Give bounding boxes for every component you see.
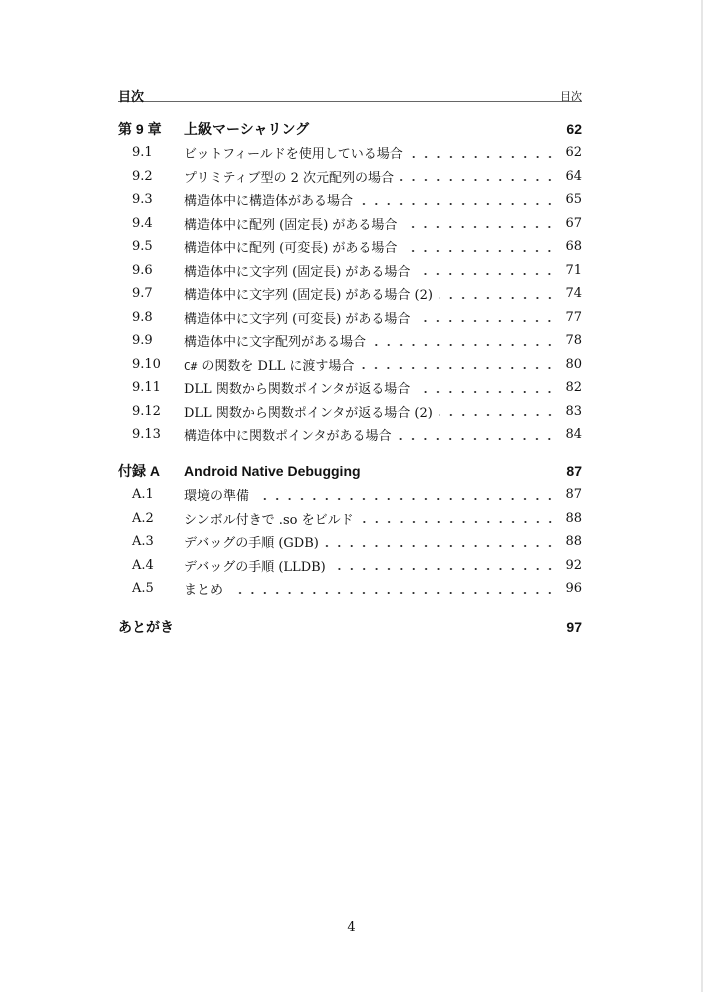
- section-page: 87: [565, 487, 582, 502]
- section-title: [184, 402, 439, 421]
- toc-entry[interactable]: [118, 555, 582, 575]
- section-number: A.4: [132, 557, 154, 573]
- toc-entry[interactable]: [118, 401, 582, 421]
- dot-leader: [403, 249, 556, 253]
- toc-entry[interactable]: [118, 166, 582, 186]
- section-title: [184, 532, 325, 551]
- section-title-text: 構造体中に構造体がある場合: [184, 194, 354, 209]
- section-page: 88: [565, 510, 582, 526]
- section-number: 9.1: [132, 145, 153, 160]
- dot-leader: [439, 413, 556, 417]
- section-page: 78: [565, 333, 582, 348]
- section-number: A.2: [132, 510, 154, 526]
- section-title-text: デバッグの手順 (GDB): [184, 536, 319, 551]
- code-text: C#: [184, 359, 198, 373]
- section-title-text: シンボル付きで .so をビルド: [184, 512, 354, 528]
- section-number: 9.3: [132, 192, 153, 207]
- toc-entry[interactable]: [118, 260, 582, 280]
- toc-entry[interactable]: [118, 237, 582, 257]
- header-section: 目次: [560, 90, 582, 103]
- dot-leader: [416, 272, 556, 276]
- chapter-label: 第 9 章: [118, 121, 162, 137]
- section-number: 9.6: [132, 262, 153, 278]
- section-page: 71: [565, 262, 582, 278]
- section-title: [184, 579, 229, 598]
- section-title: [184, 143, 409, 162]
- section-page: 80: [565, 356, 582, 372]
- section-number: A.5: [132, 581, 154, 596]
- section-title-text: ビットフィールドを使用している場合: [184, 147, 403, 162]
- dot-leader: [372, 343, 556, 347]
- chapter-label: 付録 A: [118, 463, 160, 479]
- section-title-text: デバッグの手順 (LLDB): [184, 559, 326, 575]
- section-title-text: 構造体中に文字列 (固定長) がある場合: [184, 264, 411, 280]
- toc-entry[interactable]: [118, 532, 582, 552]
- section-title-text: 構造体中に文字配列がある場合: [184, 335, 367, 350]
- section-title: [184, 425, 397, 444]
- dot-leader: [416, 319, 556, 323]
- section-number: 9.9: [132, 333, 153, 348]
- section-title-text: まとめ: [184, 583, 224, 598]
- dot-leader: [400, 178, 556, 182]
- dot-leader: [416, 390, 556, 394]
- section-number: 9.13: [132, 427, 161, 442]
- dot-leader: [359, 202, 556, 206]
- toc-entry[interactable]: [118, 378, 582, 398]
- section-title-text: プリミティブ型の 2 次元配列の場合: [184, 170, 394, 186]
- section-page: 92: [565, 557, 582, 573]
- section-page: 83: [565, 403, 582, 419]
- toc-entry[interactable]: [118, 579, 582, 599]
- section-number: 9.7: [132, 286, 153, 301]
- chapter-page: 62: [566, 121, 582, 137]
- dot-leader: [229, 591, 556, 595]
- toc-entry[interactable]: [118, 331, 582, 351]
- toc-chapter[interactable]: [118, 461, 582, 481]
- header-title: 目次: [118, 90, 145, 105]
- dot-leader: [360, 366, 556, 370]
- chapter-title: 上級マーシャリング: [184, 121, 310, 137]
- dot-leader: [360, 520, 556, 524]
- section-title: [184, 308, 416, 327]
- section-page: 96: [565, 581, 582, 596]
- section-page: 67: [565, 215, 582, 231]
- section-page: 74: [565, 286, 582, 301]
- dot-leader: [439, 296, 556, 300]
- section-page: 62: [565, 145, 582, 160]
- section-title: [184, 261, 416, 280]
- section-page: 88: [565, 534, 582, 549]
- section-number: 9.5: [132, 239, 153, 254]
- section-page: 65: [565, 192, 582, 207]
- section-title: [184, 556, 332, 575]
- toc-entry[interactable]: [118, 485, 582, 505]
- section-title-text: DLL 関数から関数ポインタが返る場合 (2): [184, 405, 433, 421]
- toc-entry[interactable]: [118, 213, 582, 233]
- section-page: 84: [565, 427, 582, 442]
- toc-chapter[interactable]: [118, 617, 582, 637]
- toc-entry[interactable]: [118, 190, 582, 210]
- section-title-text: の関数を DLL に渡す場合: [197, 358, 355, 374]
- section-number: 9.11: [132, 380, 161, 395]
- section-title-text: 構造体中に関数ポインタがある場合: [184, 429, 392, 444]
- chapter-title: Android Native Debugging: [184, 463, 361, 479]
- chapter-label: あとがき: [118, 619, 174, 635]
- section-number: A.3: [132, 534, 154, 549]
- section-page: 77: [565, 309, 582, 325]
- section-number: 9.10: [132, 356, 161, 372]
- section-title-text: DLL 関数から関数ポインタが返る場合: [184, 382, 411, 397]
- section-title: [184, 378, 416, 397]
- section-title-text: 環境の準備: [184, 489, 250, 504]
- section-title: [184, 355, 360, 374]
- section-title-text: 構造体中に文字列 (固定長) がある場合 (2): [184, 288, 433, 303]
- section-title-text: 構造体中に配列 (固定長) がある場合: [184, 217, 398, 233]
- dot-leader: [332, 567, 556, 571]
- dot-leader: [403, 225, 556, 229]
- section-number: 9.2: [132, 168, 153, 184]
- toc-entry[interactable]: [118, 425, 582, 445]
- section-title: [184, 190, 359, 209]
- chapter-page: 87: [566, 463, 582, 479]
- section-title: [184, 214, 403, 233]
- section-title: [184, 485, 255, 504]
- toc-entry[interactable]: [118, 508, 582, 528]
- dot-leader: [397, 437, 556, 441]
- section-number: 9.12: [132, 403, 161, 419]
- section-title: [184, 331, 372, 350]
- toc-entry[interactable]: [118, 284, 582, 304]
- section-number: 9.8: [132, 309, 153, 325]
- section-title: [184, 284, 439, 303]
- section-page: 68: [565, 239, 582, 254]
- dot-leader: [409, 155, 556, 159]
- toc-entry[interactable]: [118, 143, 582, 163]
- chapter-page: 97: [566, 619, 582, 635]
- dot-leader: [325, 544, 556, 548]
- section-number: 9.4: [132, 215, 153, 231]
- running-header: [118, 86, 582, 105]
- section-page: 64: [565, 168, 582, 184]
- section-page: 82: [565, 380, 582, 395]
- section-title: [184, 509, 360, 528]
- section-title-text: 構造体中に文字列 (可変長) がある場合: [184, 311, 411, 327]
- section-number: A.1: [132, 487, 154, 502]
- toc-chapter[interactable]: [118, 119, 582, 139]
- section-title: [184, 237, 403, 256]
- toc-entry[interactable]: [118, 307, 582, 327]
- section-title-text: 構造体中に配列 (可変長) がある場合: [184, 241, 398, 256]
- section-title: [184, 167, 400, 186]
- page-number: 4: [347, 920, 356, 935]
- toc-entry[interactable]: [118, 354, 582, 374]
- dot-leader: [255, 497, 556, 501]
